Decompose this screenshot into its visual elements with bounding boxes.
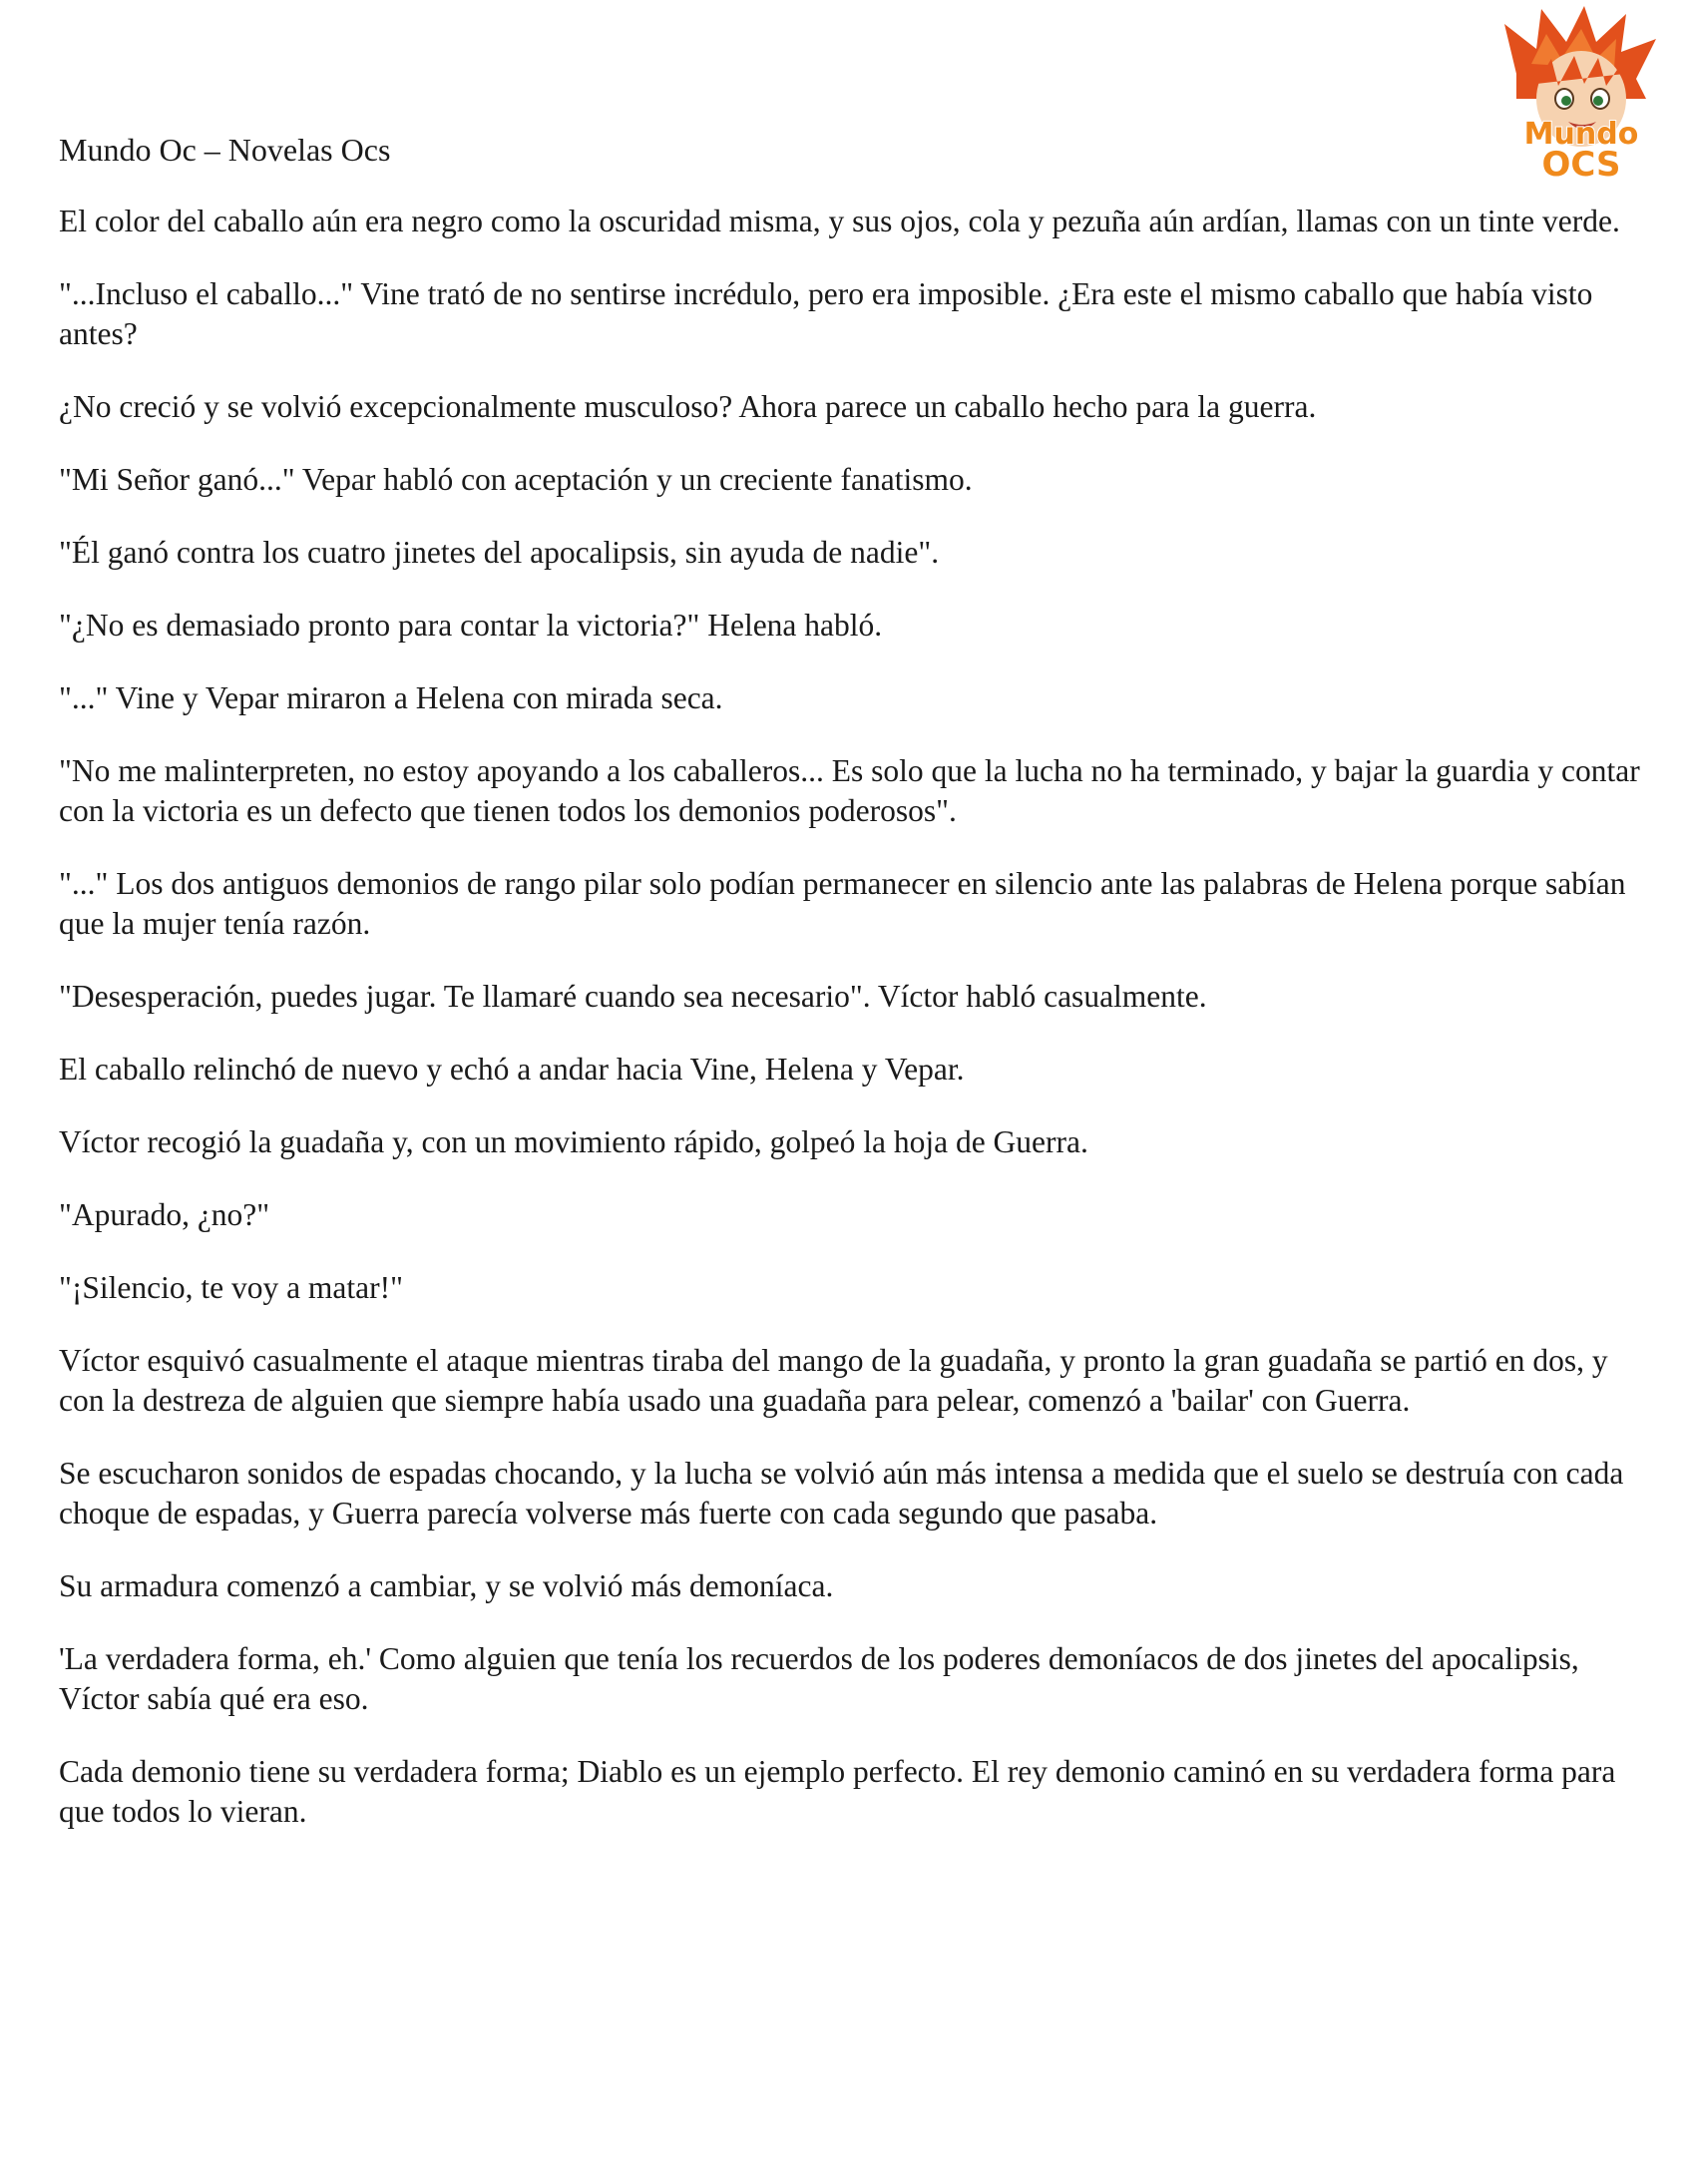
page-header: Mundo Oc – Novelas Ocs [59,132,391,168]
paragraph: ¿No creció y se volvió excepcionalmente musculoso? Ahora parece un caballo hecho para la guerra. [59,389,1317,424]
paragraph: 'La verdadera forma, eh.' Como alguien que tenía los recuerdos de los poderes demoníacos de dos jinetes del apocalipsis, Víctor sabía qué era eso. [59,1641,1579,1716]
paragraph: "¡Silencio, te voy a matar!" [59,1270,403,1305]
document-body [59,202,1645,1865]
paragraph: "..." Los dos antiguos demonios de rango pilar solo podían permanecer en silencio ante las palabras de Helena porque sabían que la mujer tenía razón. [59,866,1626,941]
paragraph: "Desesperación, puedes jugar. Te llamaré cuando sea necesario". Víctor habló casualmente. [59,979,1207,1014]
paragraph: Cada demonio tiene su verdadera forma; Diablo es un ejemplo perfecto. El rey demonio caminó en su verdadera forma para que todos lo vieran. [59,1754,1616,1829]
paragraph: "..." Vine y Vepar miraron a Helena con mirada seca. [59,680,723,715]
paragraph: Víctor esquivó casualmente el ataque mientras tiraba del mango de la guadaña, y pronto la gran guadaña se partió en dos, y con la destreza de alguien que siempre había usado una guadaña para pelear, comenzó a 'bailar' con Guerra. [59,1343,1608,1418]
paragraph: "Mi Señor ganó..." Vepar habló con aceptación y un creciente fanatismo. [59,462,973,497]
svg-text:Mundo: Mundo [1523,117,1639,152]
paragraph: "No me malinterpreten, no estoy apoyando a los caballeros... Es solo que la lucha no ha terminado, y bajar la guardia y contar con la victoria es un defecto que tienen todos los demonios poderosos". [59,753,1640,828]
paragraph: "...Incluso el caballo..." Vine trató de no sentirse incrédulo, pero era imposible. ¿Era este el mismo caballo que había visto antes? [59,276,1593,351]
paragraph: "¿No es demasiado pronto para contar la victoria?" Helena habló. [59,608,883,643]
paragraph: El caballo relinchó de nuevo y echó a andar hacia Vine, Helena y Vepar. [59,1052,965,1087]
paragraph: Víctor recogió la guadaña y, con un movimiento rápido, golpeó la hoja de Guerra. [59,1124,1088,1159]
paragraph: El color del caballo aún era negro como la oscuridad misma, y sus ojos, cola y pezuña aún ardían, llamas con un tinte verde. [59,204,1620,238]
svg-text:OCS: OCS [1541,145,1621,184]
paragraph: "Apurado, ¿no?" [59,1197,270,1232]
mundo-ocs-logo [1496,4,1666,184]
paragraph: Su armadura comenzó a cambiar, y se volvió más demoníaca. [59,1568,834,1603]
paragraph: Se escucharon sonidos de espadas chocando, y la lucha se volvió aún más intensa a medida que el suelo se destruía con cada choque de espadas, y Guerra parecía volverse más fuerte con cada segundo que pasaba. [59,1456,1624,1530]
logo-mascot-icon [1496,4,1666,184]
paragraph: "Él ganó contra los cuatro jinetes del apocalipsis, sin ayuda de nadie". [59,535,940,570]
